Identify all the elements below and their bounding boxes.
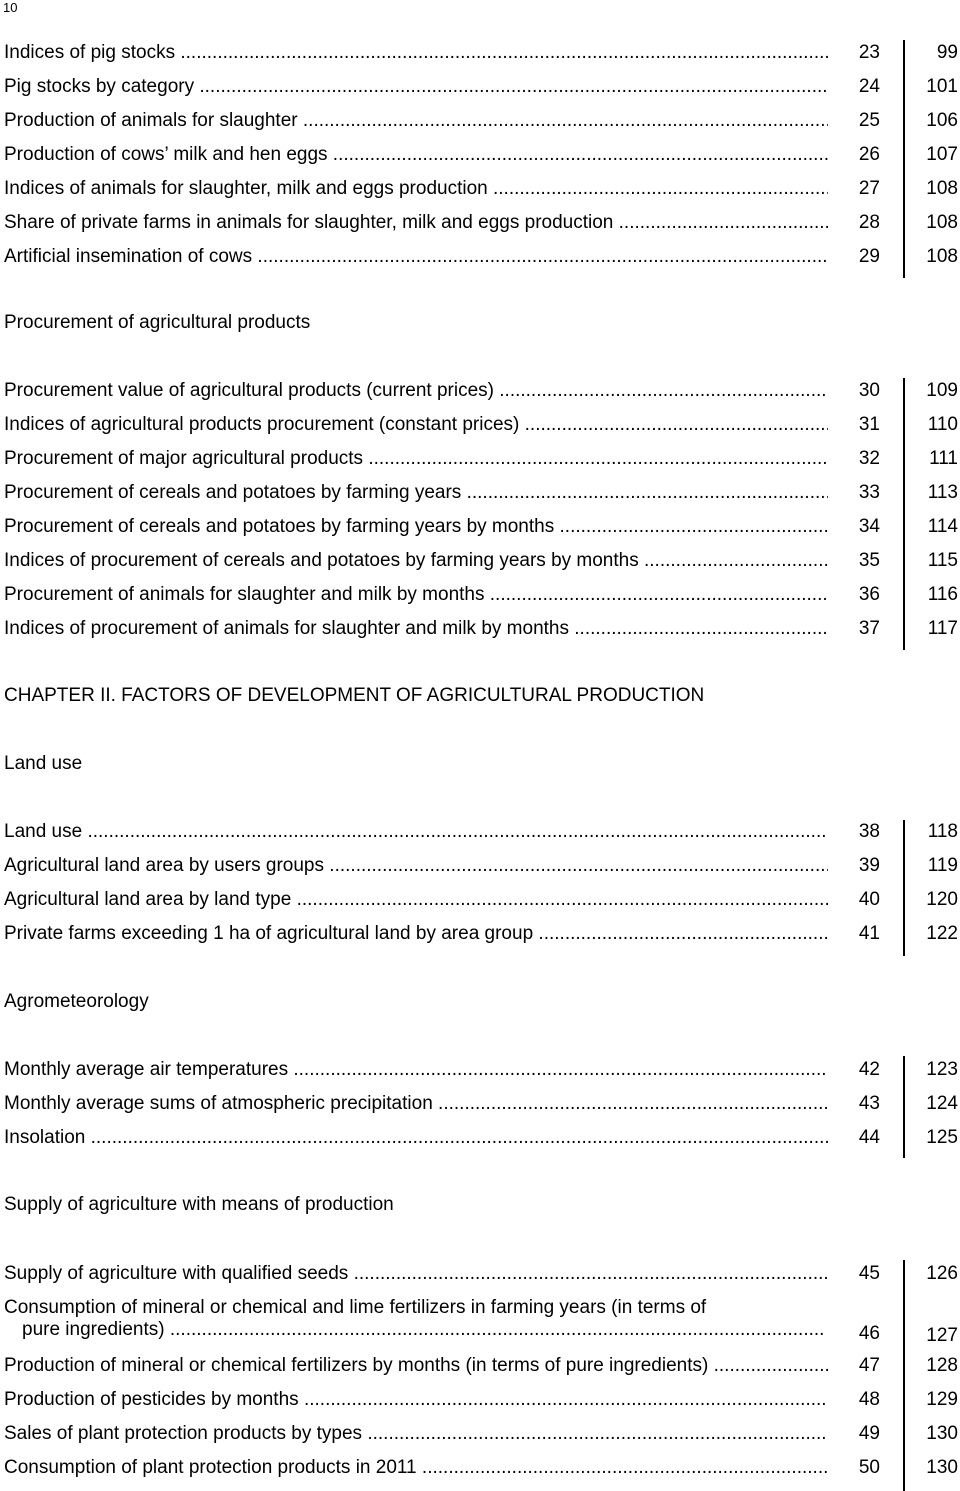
toc-table-number: 25	[858, 110, 880, 131]
toc-table-number: 39	[858, 855, 880, 876]
toc-entry[interactable]	[0, 612, 960, 646]
toc-entry[interactable]	[0, 1291, 960, 1349]
toc-table-number: 34	[858, 516, 880, 537]
toc-entry[interactable]	[0, 104, 960, 138]
toc-entry[interactable]	[0, 240, 960, 274]
toc-entry-title: Monthly average sums of atmospheric precipitation .....	[4, 1093, 828, 1117]
toc-entry-title: Procurement of cereals and potatoes by farming years by months .....	[4, 516, 828, 540]
toc-table-number: 50	[858, 1457, 880, 1478]
toc-entry-title: Sales of plant protection products by types .....	[4, 1423, 828, 1447]
toc-section-procurement	[0, 374, 960, 646]
toc-entry-title: Share of private farms in animals for slaughter, milk and eggs production .....	[4, 212, 828, 236]
toc-entry-title: Production of cows’ milk and hen eggs .....	[4, 144, 828, 168]
toc-entry-title: Agricultural land area by land type .....	[4, 889, 828, 913]
toc-entry[interactable]	[0, 578, 960, 612]
toc-entry-title-line1: Consumption of mineral or chemical and lime fertilizers in farming years (in terms of	[4, 1297, 707, 1318]
toc-entry-title: Supply of agriculture with qualified seeds .....	[4, 1263, 828, 1287]
toc-table-number: 46	[858, 1323, 880, 1344]
toc-entry[interactable]	[0, 1383, 960, 1417]
page-column-rule	[903, 820, 905, 956]
toc-entry-title: Indices of pig stocks .....	[4, 42, 828, 66]
toc-entry[interactable]	[0, 510, 960, 544]
toc-entry[interactable]	[0, 1417, 960, 1451]
toc-entry[interactable]	[0, 1087, 960, 1121]
toc-entry-title: Consumption of plant protection products in 2011 .....	[4, 1457, 828, 1481]
toc-table-number: 42	[858, 1059, 880, 1080]
toc-page-number: 130	[926, 1423, 958, 1444]
toc-entry[interactable]	[0, 1121, 960, 1155]
toc-entry[interactable]	[0, 172, 960, 206]
toc-page-number: 119	[927, 855, 958, 876]
toc-entry[interactable]	[0, 442, 960, 476]
toc-entry[interactable]	[0, 138, 960, 172]
toc-entry[interactable]	[0, 815, 960, 849]
toc-table-number: 26	[858, 144, 880, 165]
toc-page-number: 118	[927, 821, 958, 842]
toc-entry-title: Private farms exceeding 1 ha of agricultural land by area group .....	[4, 923, 828, 947]
toc-entry-title: Insolation .....	[4, 1127, 828, 1151]
toc-entry-title: Pig stocks by category .....	[4, 76, 828, 100]
toc-table-number: 28	[858, 212, 880, 233]
toc-entry-title: Production of animals for slaughter .....	[4, 110, 828, 134]
toc-table-number: 44	[858, 1127, 880, 1148]
toc-page-number: 111	[929, 448, 958, 469]
toc-page-number: 122	[926, 923, 958, 944]
toc-entry-title: Indices of animals for slaughter, milk and eggs production .....	[4, 178, 828, 202]
chapter-heading: CHAPTER II. FACTORS OF DEVELOPMENT OF AGRICULTURAL PRODUCTION	[4, 685, 705, 706]
toc-table-number: 24	[858, 76, 880, 97]
toc-page-number: 127	[926, 1325, 958, 1346]
toc-table-number: 43	[858, 1093, 880, 1114]
toc-entry[interactable]	[0, 36, 960, 70]
toc-entry[interactable]	[0, 206, 960, 240]
toc-entry-title: Artificial insemination of cows .....	[4, 246, 828, 270]
toc-entry-title: Production of mineral or chemical fertilizers by months (in terms of pure ingredients) .....	[4, 1355, 828, 1379]
section-heading-procurement: Procurement of agricultural products	[4, 312, 311, 333]
toc-entry-title: Monthly average air temperatures .....	[4, 1059, 828, 1083]
toc-page-number: 109	[926, 380, 958, 401]
toc-entry-title	[4, 1297, 824, 1341]
toc-table-number: 45	[858, 1263, 880, 1284]
page-column-rule	[903, 40, 905, 278]
toc-table-number: 33	[858, 482, 880, 503]
toc-section-supply	[0, 1257, 960, 1485]
toc-page-number: 124	[926, 1093, 958, 1114]
toc-entry-title: Procurement value of agricultural products (current prices) .....	[4, 380, 828, 404]
toc-entry-title: Indices of agricultural products procurement (constant prices) .....	[4, 414, 828, 438]
toc-page-number: 107	[926, 144, 958, 165]
toc-page-number: 108	[926, 212, 958, 233]
toc-entry[interactable]	[0, 1257, 960, 1291]
toc-table-number: 29	[858, 246, 880, 267]
toc-page-number: 115	[927, 550, 958, 571]
toc-entry[interactable]	[0, 70, 960, 104]
toc-entry[interactable]	[0, 917, 960, 951]
toc-entry-title: Land use .....	[4, 821, 828, 845]
toc-section-livestock	[0, 36, 960, 274]
toc-table-number: 36	[858, 584, 880, 605]
section-heading-supply: Supply of agriculture with means of production	[4, 1194, 394, 1215]
section-heading-agrometeorology: Agrometeorology	[4, 991, 149, 1012]
toc-page-number: 117	[927, 618, 958, 639]
page-column-rule	[903, 1260, 905, 1491]
toc-entry-title: Indices of procurement of animals for slaughter and milk by months .....	[4, 618, 828, 642]
toc-entry-title: Production of pesticides by months .....	[4, 1389, 828, 1413]
page-column-rule	[903, 1056, 905, 1158]
toc-entry-title-line2: pure ingredients) .....	[4, 1319, 826, 1341]
toc-entry-title: Procurement of cereals and potatoes by farming years .....	[4, 482, 828, 506]
toc-page-number: 116	[927, 584, 958, 605]
toc-page-number: 101	[926, 76, 958, 97]
toc-section-land-use	[0, 815, 960, 951]
toc-entry[interactable]	[0, 374, 960, 408]
toc-table-number: 48	[858, 1389, 880, 1410]
toc-page-number: 128	[926, 1355, 958, 1376]
toc-table-number: 41	[858, 923, 880, 944]
toc-page-number: 123	[926, 1059, 958, 1080]
toc-entry[interactable]	[0, 1349, 960, 1383]
toc-entry[interactable]	[0, 849, 960, 883]
toc-page-number: 99	[936, 42, 958, 63]
toc-table-number: 47	[858, 1355, 880, 1376]
toc-table-number: 40	[858, 889, 880, 910]
toc-entry-title: Procurement of major agricultural products .....	[4, 448, 828, 472]
toc-page-number: 114	[927, 516, 958, 537]
toc-table-number: 31	[858, 414, 880, 435]
toc-page-number: 130	[926, 1457, 958, 1478]
page-number: 10	[3, 0, 18, 15]
toc-entry[interactable]	[0, 408, 960, 442]
page-column-rule	[903, 378, 905, 650]
toc-entry[interactable]	[0, 1451, 960, 1485]
toc-table-number: 37	[858, 618, 880, 639]
toc-page-number: 120	[926, 889, 958, 910]
toc-table-number: 35	[858, 550, 880, 571]
toc-page-number: 108	[926, 178, 958, 199]
toc-page-number: 126	[926, 1263, 958, 1284]
toc-page-number: 125	[926, 1127, 958, 1148]
toc-page-number: 129	[926, 1389, 958, 1410]
toc-entry-title: Agricultural land area by users groups .....	[4, 855, 828, 879]
toc-page-number: 108	[926, 246, 958, 267]
toc-table-number: 30	[858, 380, 880, 401]
toc-page-number: 113	[927, 482, 958, 503]
toc-page-number: 106	[926, 110, 958, 131]
toc-section-agrometeorology	[0, 1053, 960, 1155]
toc-entry[interactable]	[0, 544, 960, 578]
section-heading-land-use: Land use	[4, 753, 83, 774]
toc-entry[interactable]	[0, 1053, 960, 1087]
toc-table-number: 49	[858, 1423, 880, 1444]
toc-table-number: 23	[858, 42, 880, 63]
toc-table-number: 38	[858, 821, 880, 842]
toc-page-number: 110	[927, 414, 958, 435]
toc-entry[interactable]	[0, 883, 960, 917]
toc-table-number: 27	[858, 178, 880, 199]
toc-entry-title: Indices of procurement of cereals and potatoes by farming years by months .....	[4, 550, 828, 574]
toc-entry[interactable]	[0, 476, 960, 510]
toc-table-number: 32	[858, 448, 880, 469]
toc-entry-title: Procurement of animals for slaughter and milk by months .....	[4, 584, 828, 608]
